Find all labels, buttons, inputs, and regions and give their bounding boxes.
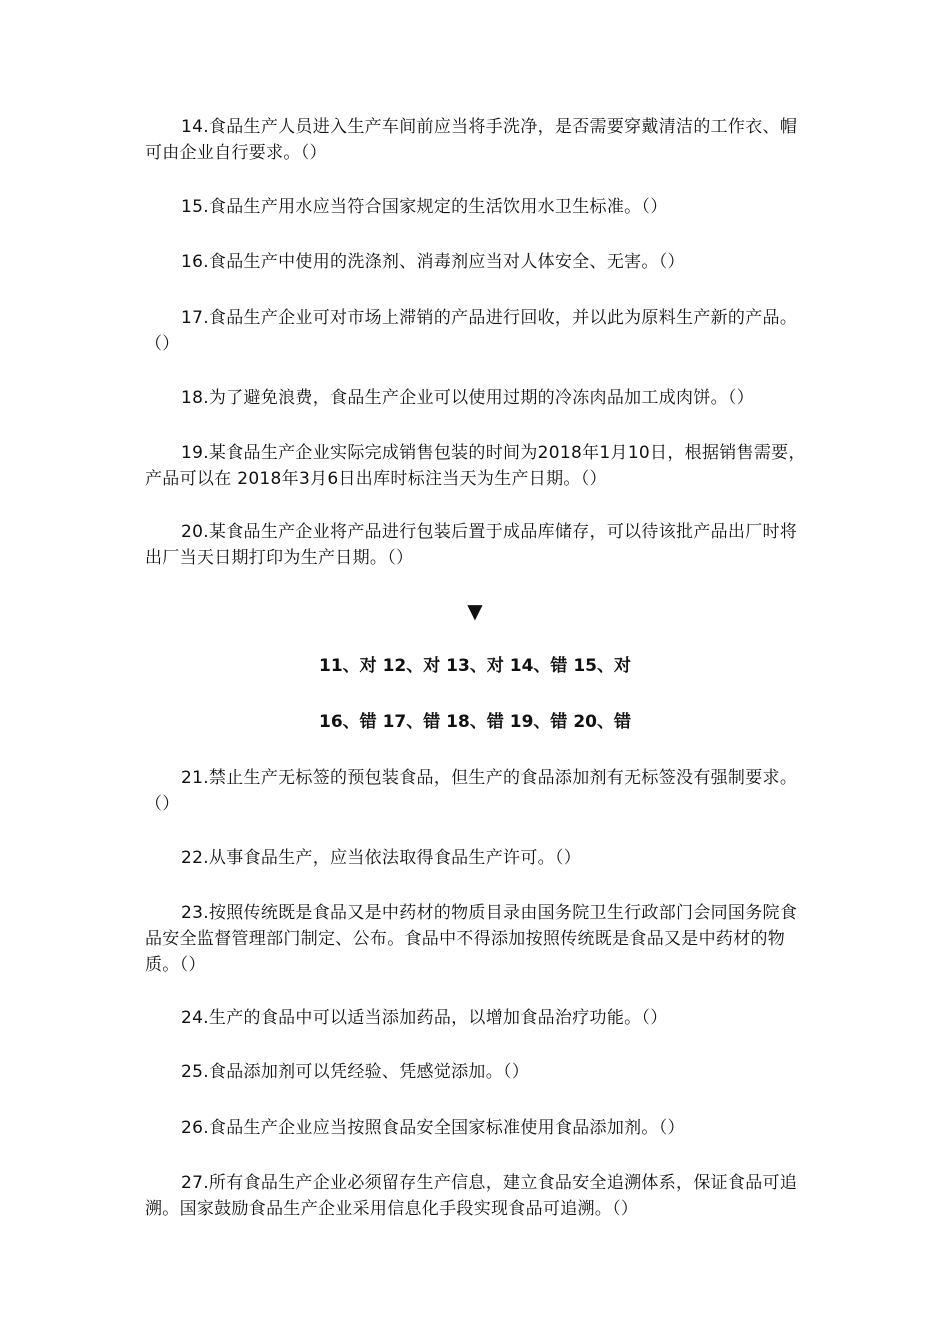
question-17: 17.食品生产企业可对市场上滞销的产品进行回收，并以此为原料生产新的产品。（） [145, 308, 798, 354]
question-16: 16.食品生产中使用的洗涤剂、消毒剂应当对人体安全、无害。（） [181, 252, 685, 272]
question-23: 23.按照传统既是食品又是中药材的物质目录由国务院卫生行政部门会同国务院食品安全监督管理部门制定、公布。食品中不得添加按照传统既是食品又是中药材的物质。（） [145, 903, 798, 975]
question-19: 19.某食品生产企业实际完成销售包装的时间为2018年1月10日，根据销售需要，产品可以在 2018年3月6日出库时标注当天为生产日期。（） [145, 443, 806, 489]
question-21: 21.禁止生产无标签的预包装食品，但生产的食品添加剂有无标签没有强制要求。（） [145, 768, 798, 814]
question-14: 14.食品生产人员进入生产车间前应当将手洗净，是否需要穿戴清洁的工作衣、帽可由企业自行要求。（） [145, 117, 798, 163]
question-18: 18.为了避免浪费，食品生产企业可以使用过期的冷冻肉品加工成肉饼。（） [181, 388, 755, 408]
question-25: 25.食品添加剂可以凭经验、凭感觉添加。（） [181, 1062, 530, 1082]
question-20: 20.某食品生产企业将产品进行包装后置于成品库储存，可以待该批产品出厂时将出厂当天日期打印为生产日期。（） [145, 522, 798, 568]
question-26: 26.食品生产企业应当按照食品安全国家标准使用食品添加剂。（） [181, 1118, 685, 1138]
answer-key-line-2: 16、错 17、错 18、错 19、错 20、错 [319, 712, 631, 732]
answer-key-line-1: 11、对 12、对 13、对 14、错 15、对 [319, 656, 631, 676]
question-24: 24.生产的食品中可以适当添加药品，以增加食品治疗功能。（） [181, 1008, 668, 1028]
question-22: 22.从事食品生产，应当依法取得食品生产许可。（） [181, 848, 582, 868]
question-15: 15.食品生产用水应当符合国家规定的生活饮用水卫生标准。（） [181, 197, 668, 217]
divider-arrow: ▼ [467, 599, 483, 623]
question-27: 27.所有食品生产企业必须留存生产信息，建立食品安全追溯体系，保证食品可追溯。国家鼓励食品生产企业采用信息化手段实现食品可追溯。（） [145, 1173, 798, 1219]
